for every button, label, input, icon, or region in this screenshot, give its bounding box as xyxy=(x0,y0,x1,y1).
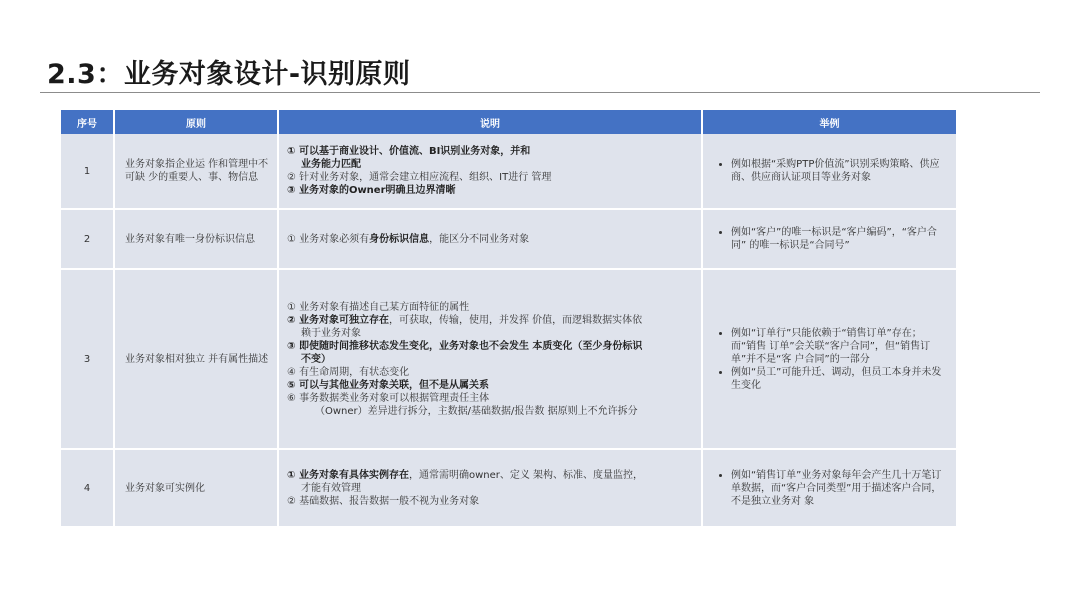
header-index: 序号 xyxy=(61,110,115,134)
desc-text-bold: 身份标识信息 xyxy=(369,233,430,245)
row-example xyxy=(703,210,956,270)
row-index: 4 xyxy=(61,450,115,528)
desc-text: ，通常需明确owner、定义 架构、标准、度量监控， xyxy=(408,469,644,481)
title-divider xyxy=(40,92,1040,93)
page-title: 2.3：业务对象设计-识别原则 xyxy=(47,59,411,90)
desc-text: ① 业务对象必须有 xyxy=(287,233,370,245)
example-item: • 例如“订单行”只能依赖于“销售订单”存在；而“销售 订单”会关联“客户合同”，但“销售订单”并不是“客 户合同”的一部分 xyxy=(731,327,944,366)
header-principle: 原则 xyxy=(115,110,279,134)
table-header-row xyxy=(61,110,956,134)
desc-line: ② 针对业务对象，通常会建立相应流程、组织、IT进行 管理 xyxy=(287,172,552,183)
desc-line: ③ 业务对象的Owner明确且边界清晰 xyxy=(287,185,456,196)
row-principle: 业务对象指企业运 作和管理中不可缺 少的重要人、事、物信息 xyxy=(115,134,279,210)
principles-table xyxy=(61,110,956,528)
desc-line: 业务能力匹配 xyxy=(301,159,361,170)
desc-line: 才能有效管理 xyxy=(301,482,361,494)
desc-line: 赖于业务对象 xyxy=(301,327,361,339)
desc-line: ⑤ 可以与其他业务对象关联，但不是从属关系 xyxy=(287,379,489,391)
table-row xyxy=(61,270,956,450)
table-row xyxy=(61,210,956,270)
row-example xyxy=(703,270,956,450)
desc-text: ，能区分不同业务对象 xyxy=(429,233,530,245)
desc-line xyxy=(287,314,693,327)
row-description xyxy=(279,134,703,210)
desc-line: ⑥ 事务数据类业务对象可以根据管理责任主体 xyxy=(287,392,490,404)
row-example xyxy=(703,134,956,210)
desc-line: ④ 有生命周期，有状态变化 xyxy=(287,366,410,378)
example-item: • 例如“客户”的唯一标识是“客户编码”，“客户合同” 的唯一标识是“合同号” xyxy=(731,226,944,252)
desc-line: ③ 即使随时间推移状态发生变化，业务对象也不会发生 本质变化（至少身份标识 xyxy=(287,340,643,352)
desc-line: ① 可以基于商业设计、价值流、BI识别业务对象，并和 xyxy=(287,146,531,157)
desc-text-bold: ② 业务对象可独立存在 xyxy=(287,314,389,326)
table-row xyxy=(61,450,956,528)
example-item: • 例如根据“采购PTP价值流”识别采购策略、供应商、供应商认证项目等业务对象 xyxy=(731,158,944,184)
example-item: • 例如“员工”可能升迁、调动，但员工本身并未发生变化 xyxy=(731,366,944,392)
desc-line: ① 业务对象有描述自己某方面特征的属性 xyxy=(287,301,470,313)
table-row xyxy=(61,134,956,210)
row-index: 3 xyxy=(61,270,115,450)
row-description xyxy=(279,450,703,528)
desc-line xyxy=(287,469,693,482)
row-index: 1 xyxy=(61,134,115,210)
desc-text: ，可获取，传输，使用，并发挥 价值，而逻辑数据实体依 xyxy=(388,314,643,326)
example-item: • 例如“销售订单”业务对象每年会产生几十万笔订单数据，而“客户合同类型”用于描述客户合同，不是独立业务对 象 xyxy=(731,469,944,508)
desc-line: 不变） xyxy=(301,353,331,365)
desc-line xyxy=(287,233,693,246)
row-description xyxy=(279,210,703,270)
row-index: 2 xyxy=(61,210,115,270)
row-principle: 业务对象有唯一身份标识信息 xyxy=(115,210,279,270)
header-description: 说明 xyxy=(279,110,703,134)
desc-line: ② 基础数据、报告数据一般不视为业务对象 xyxy=(287,495,480,507)
row-description xyxy=(279,270,703,450)
row-example xyxy=(703,450,956,528)
header-example: 举例 xyxy=(703,110,956,134)
desc-line: （Owner）差异进行拆分，主数据/基础数据/报告数 据原则上不允许拆分 xyxy=(315,405,638,417)
desc-text-bold: ① 业务对象有具体实例存在 xyxy=(287,469,409,481)
row-principle: 业务对象可实例化 xyxy=(115,450,279,528)
row-principle: 业务对象相对独立 并有属性描述 xyxy=(115,270,279,450)
